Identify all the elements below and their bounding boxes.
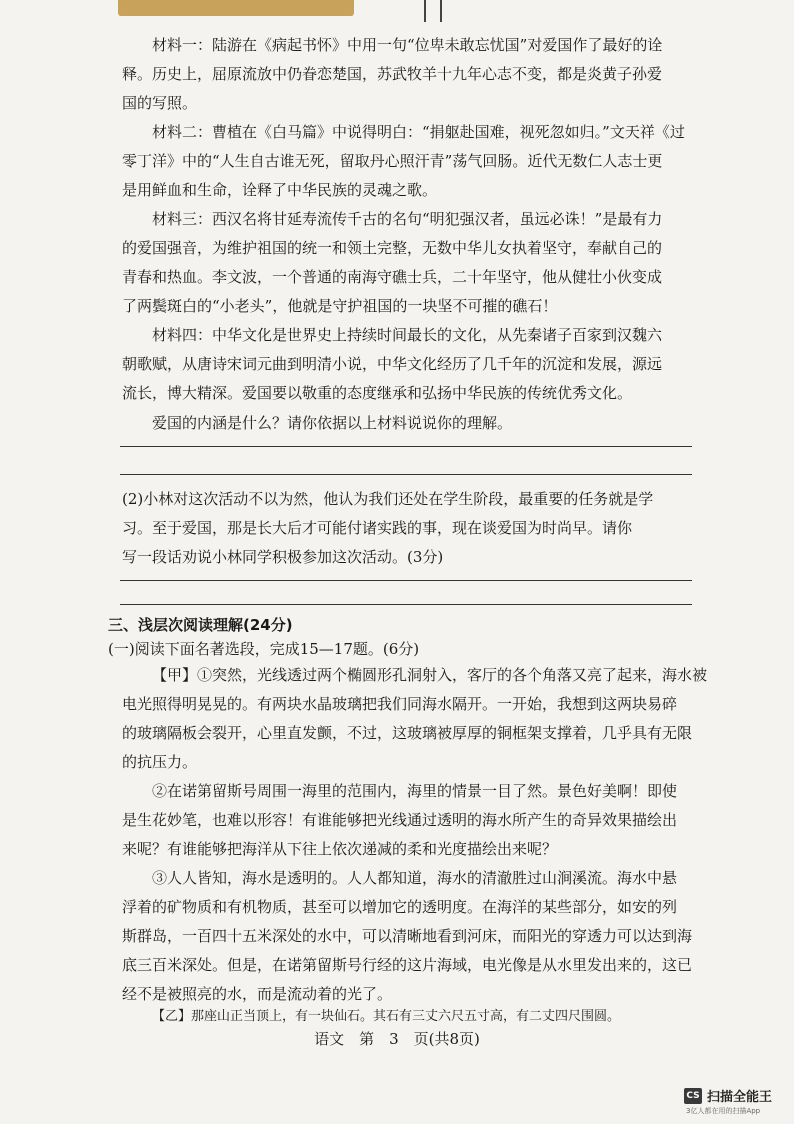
passage-line: 的抗压力。 bbox=[122, 753, 198, 771]
top-edge-strip bbox=[118, 0, 354, 16]
subsection-heading: (一)阅读下面名著选段，完成15—17题。(6分) bbox=[108, 640, 420, 658]
passage-line: 底三百米深处。但是，在诺第留斯号行经的这片海域，电光像是从水里发出来的，这已 bbox=[122, 956, 693, 974]
top-edge-mark bbox=[424, 0, 442, 22]
text-line: 朝歌赋，从唐诗宋词元曲到明清小说，中华文化经历了几千年的沉淀和发展，源远 bbox=[122, 355, 663, 373]
passage-line: 来呢？有谁能够把海洋从下往上依次递减的柔和光度描绘出来呢？ bbox=[122, 840, 558, 858]
question-text: 写一段话劝说小林同学积极参加这次活动。(3分) bbox=[122, 548, 444, 566]
passage-line: 浮着的矿物质和有机物质，甚至可以增加它的透明度。在海洋的某些部分，如安的列 bbox=[122, 898, 678, 916]
passage-line: 的玻璃隔板会裂开，心里直发颤，不过，这玻璃被厚厚的铜框架支撑着，几乎具有无限 bbox=[122, 724, 693, 742]
page-footer: 语文 第 3 页(共8页) bbox=[314, 1030, 480, 1048]
passage-line: 【乙】那座山正当顶上，有一块仙石。其石有三丈六尺五寸高，有二丈四尺围圆。 bbox=[152, 1009, 621, 1024]
passage-line: 经不是被照亮的水，而是流动着的光了。 bbox=[122, 985, 393, 1003]
passage-line: 是生花妙笔，也难以形容！有谁能够把光线通过透明的海水所产生的奇异效果描绘出 bbox=[122, 811, 678, 829]
question-text: 习。至于爱国，那是长大后才可能付诸实践的事，现在谈爱国为时尚早。请你 bbox=[122, 519, 633, 537]
text-line: 是用鲜血和生命，诠释了中华民族的灵魂之歌。 bbox=[122, 181, 438, 199]
text-line: 了两鬓斑白的“小老头”，他就是守护祖国的一块坚不可摧的礁石！ bbox=[122, 297, 558, 315]
text-line: 流长，博大精深。爱国要以敬重的态度继承和弘扬中华民族的传统优秀文化。 bbox=[122, 384, 633, 402]
answer-line bbox=[120, 474, 692, 475]
question-text: (2)小林对这次活动不以为然，他认为我们还处在学生阶段，最重要的任务就是学 bbox=[122, 490, 654, 508]
watermark-tagline: 3亿人都在用的扫描App bbox=[686, 1107, 761, 1115]
text-line: 释。历史上，屈原流放中仍眷恋楚国，苏武牧羊十九年心志不变，都是炎黄子孙爱 bbox=[122, 65, 663, 83]
camscanner-icon: CS bbox=[684, 1088, 702, 1104]
watermark-name: 扫描全能王 bbox=[707, 1090, 773, 1105]
scanner-watermark bbox=[684, 1086, 772, 1105]
text-line: 材料四：中华文化是世界史上持续时间最长的文化，从先秦诸子百家到汉魏六 bbox=[152, 326, 663, 344]
text-line: 的爱国强音，为维护祖国的统一和领土完整，无数中华儿女执着坚守，奉献自己的 bbox=[122, 239, 663, 257]
answer-line bbox=[120, 446, 692, 447]
text-line: 材料三：西汉名将甘延寿流传千古的名句“明犯强汉者，虽远必诛！”是最有力 bbox=[152, 210, 663, 228]
text-line: 材料一：陆游在《病起书怀》中用一句“位卑未敢忘忧国”对爱国作了最好的诠 bbox=[152, 36, 663, 54]
text-line: 国的写照。 bbox=[122, 94, 198, 112]
text-line: 材料二：曹植在《白马篇》中说得明白：“捐躯赴国难，视死忽如归。”文天祥《过 bbox=[152, 123, 685, 141]
passage-line: 电光照得明晃晃的。有两块水晶玻璃把我们同海水隔开。一开始，我想到这两块易碎 bbox=[122, 695, 678, 713]
answer-line bbox=[120, 604, 692, 605]
answer-line bbox=[120, 580, 692, 581]
text-line: 零丁洋》中的“人生自古谁无死，留取丹心照汗青”荡气回肠。近代无数仁人志士更 bbox=[122, 152, 663, 170]
section-heading: 三、浅层次阅读理解(24分) bbox=[108, 616, 293, 634]
passage-line: ③人人皆知，海水是透明的。人人都知道，海水的清澈胜过山涧溪流。海水中悬 bbox=[152, 869, 678, 887]
passage-line: 【甲】①突然，光线透过两个椭圆形孔洞射入，客厅的各个角落又亮了起来，海水被 bbox=[152, 666, 708, 684]
passage-line: ②在诺第留斯号周围一海里的范围内，海里的情景一目了然。景色好美啊！即使 bbox=[152, 782, 678, 800]
question-prompt: 爱国的内涵是什么？请你依据以上材料说说你的理解。 bbox=[152, 414, 513, 432]
text-line: 青春和热血。李文波，一个普通的南海守礁士兵，二十年坚守，他从健壮小伙变成 bbox=[122, 268, 663, 286]
passage-line: 斯群岛，一百四十五米深处的水中，可以清晰地看到河床，而阳光的穿透力可以达到海 bbox=[122, 927, 693, 945]
